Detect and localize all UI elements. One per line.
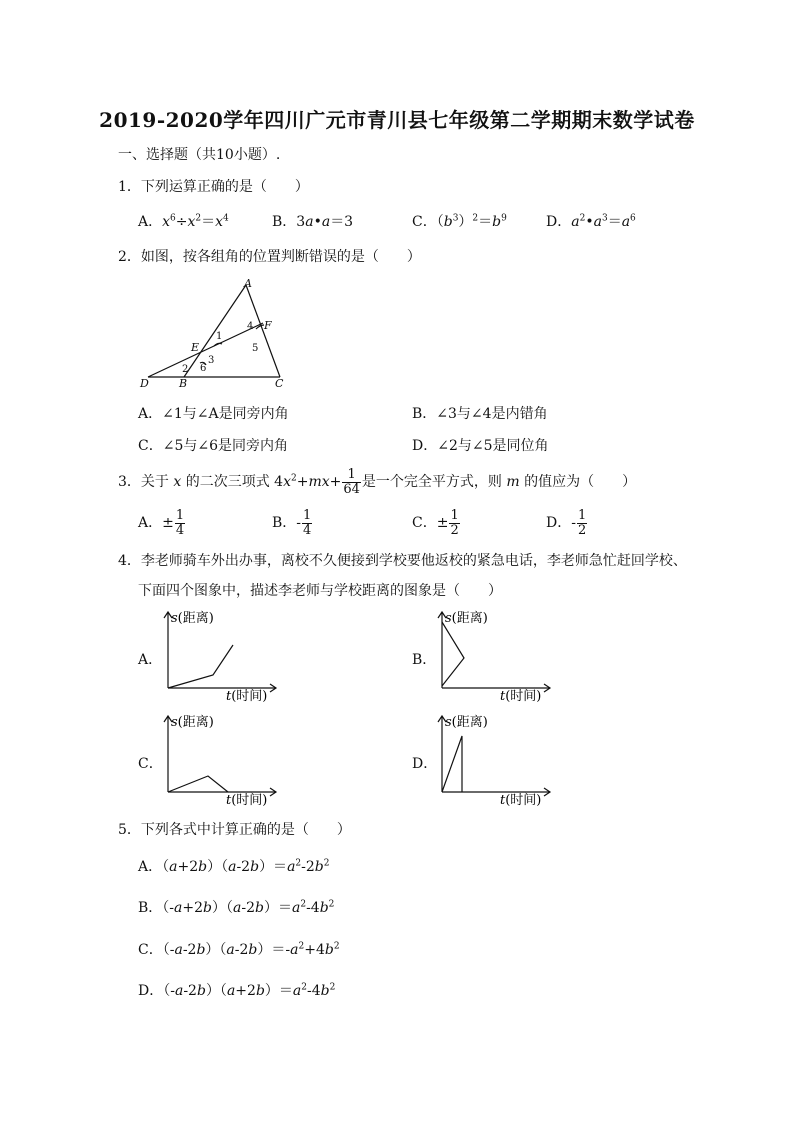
q5-option-d: D．$(-a-2b)(a+2b)=a^2-4b^2$ <box>138 982 336 999</box>
x-axis-label: t(时间) <box>500 793 542 808</box>
q1-option-c: C．$(b^3)^2=b^9$ <box>412 213 507 230</box>
x-axis-label: t(时间) <box>226 793 268 808</box>
label-angle-5: 5 <box>252 343 259 354</box>
page-title: 2019-2020学年四川广元市青川县七年级第二学期期末数学试卷 <box>99 108 695 132</box>
q2-triangle-figure <box>138 276 298 394</box>
y-axis-label: s(距离) <box>445 611 488 626</box>
q4-option-a-label: A． <box>138 652 163 668</box>
q2-option-b: B．∠3与∠4是内错角 <box>412 406 548 422</box>
q1-option-b: B．3a•a＝3 <box>272 214 354 230</box>
section-heading: 一、选择题（共10小题）. <box>118 147 281 163</box>
q4-stem-line2: 下面四个图象中，描述李老师与学校距离的图象是（ ） <box>138 583 502 599</box>
label-angle-3: 3 <box>208 355 215 366</box>
q1-option-a: A．$x^6\div x^2=x^4$ <box>138 213 229 230</box>
side-ab <box>184 285 246 377</box>
q5-option-b: B．$(-a+2b)(a-2b)=a^2-4b^2$ <box>138 899 335 916</box>
label-D: D <box>140 377 149 390</box>
q5-option-a: A．$(a+2b)(a-2b)=a^2-2b^2$ <box>138 858 330 875</box>
q4-option-d-label: D． <box>412 756 438 772</box>
q4-graph-d <box>432 712 562 808</box>
q5-stem: 5．下列各式中计算正确的是（ ） <box>118 822 351 838</box>
y-axis-label: s(距离) <box>171 715 214 730</box>
q3-option-a: A．± $\frac{1}{4}$ <box>138 507 185 538</box>
q3-option-c: C．± $\frac{1}{2}$ <box>412 507 459 538</box>
q2-option-a: A．∠1与∠A是同旁内角 <box>138 406 289 422</box>
q1-option-d: D．$a^2•a^3=a^6$ <box>546 213 636 230</box>
x-axis-label: t(时间) <box>226 689 268 704</box>
q1-stem: 1．下列运算正确的是（ ） <box>118 179 309 195</box>
q4-graph-a <box>158 608 288 704</box>
label-angle-1: 1 <box>216 331 223 342</box>
q4-graph-c <box>158 712 288 808</box>
q4-option-c-label: C． <box>138 756 163 772</box>
label-B: B <box>179 377 188 390</box>
x-axis-label: t(时间) <box>500 689 542 704</box>
label-angle-4: 4 <box>247 321 254 332</box>
graph-line <box>442 736 462 792</box>
y-axis-label: s(距离) <box>171 611 214 626</box>
label-A: A <box>244 277 252 290</box>
label-F: F <box>264 319 272 332</box>
label-C: C <box>275 377 284 390</box>
q2-option-c: C．∠5与∠6是同旁内角 <box>138 438 288 454</box>
q3-stem: 3．关于 x 的二次三项式 $4x^2+mx+$ $\frac{1}{64}$ 是一个完全平方式，则 m 的值应为（ ） <box>118 466 637 497</box>
q3-option-b: B．- $\frac{1}{4}$ <box>272 507 312 538</box>
graph-line <box>168 776 228 792</box>
graph-line <box>442 622 464 686</box>
q5-option-c: C．$(-a-2b)(a-2b)=-a^2+4b^2$ <box>138 941 340 958</box>
label-angle-2: 2 <box>182 364 189 375</box>
q4-option-b-label: B． <box>412 652 437 668</box>
label-angle-6: 6 <box>200 363 207 374</box>
q2-option-d: D．∠2与∠5是同位角 <box>412 438 549 454</box>
q3-option-d: D．- $\frac{1}{2}$ <box>546 507 587 538</box>
q2-stem: 2．如图，按各组角的位置判断错误的是（ ） <box>118 249 421 265</box>
y-axis-label: s(距离) <box>445 715 488 730</box>
q4-stem-line1: 4．李老师骑车外出办事，离校不久便接到学校要他返校的紧急电话，李老师急忙赶回学校、 <box>118 553 687 569</box>
graph-line <box>168 645 233 688</box>
label-E: E <box>191 341 200 354</box>
q4-graph-b <box>432 608 562 704</box>
